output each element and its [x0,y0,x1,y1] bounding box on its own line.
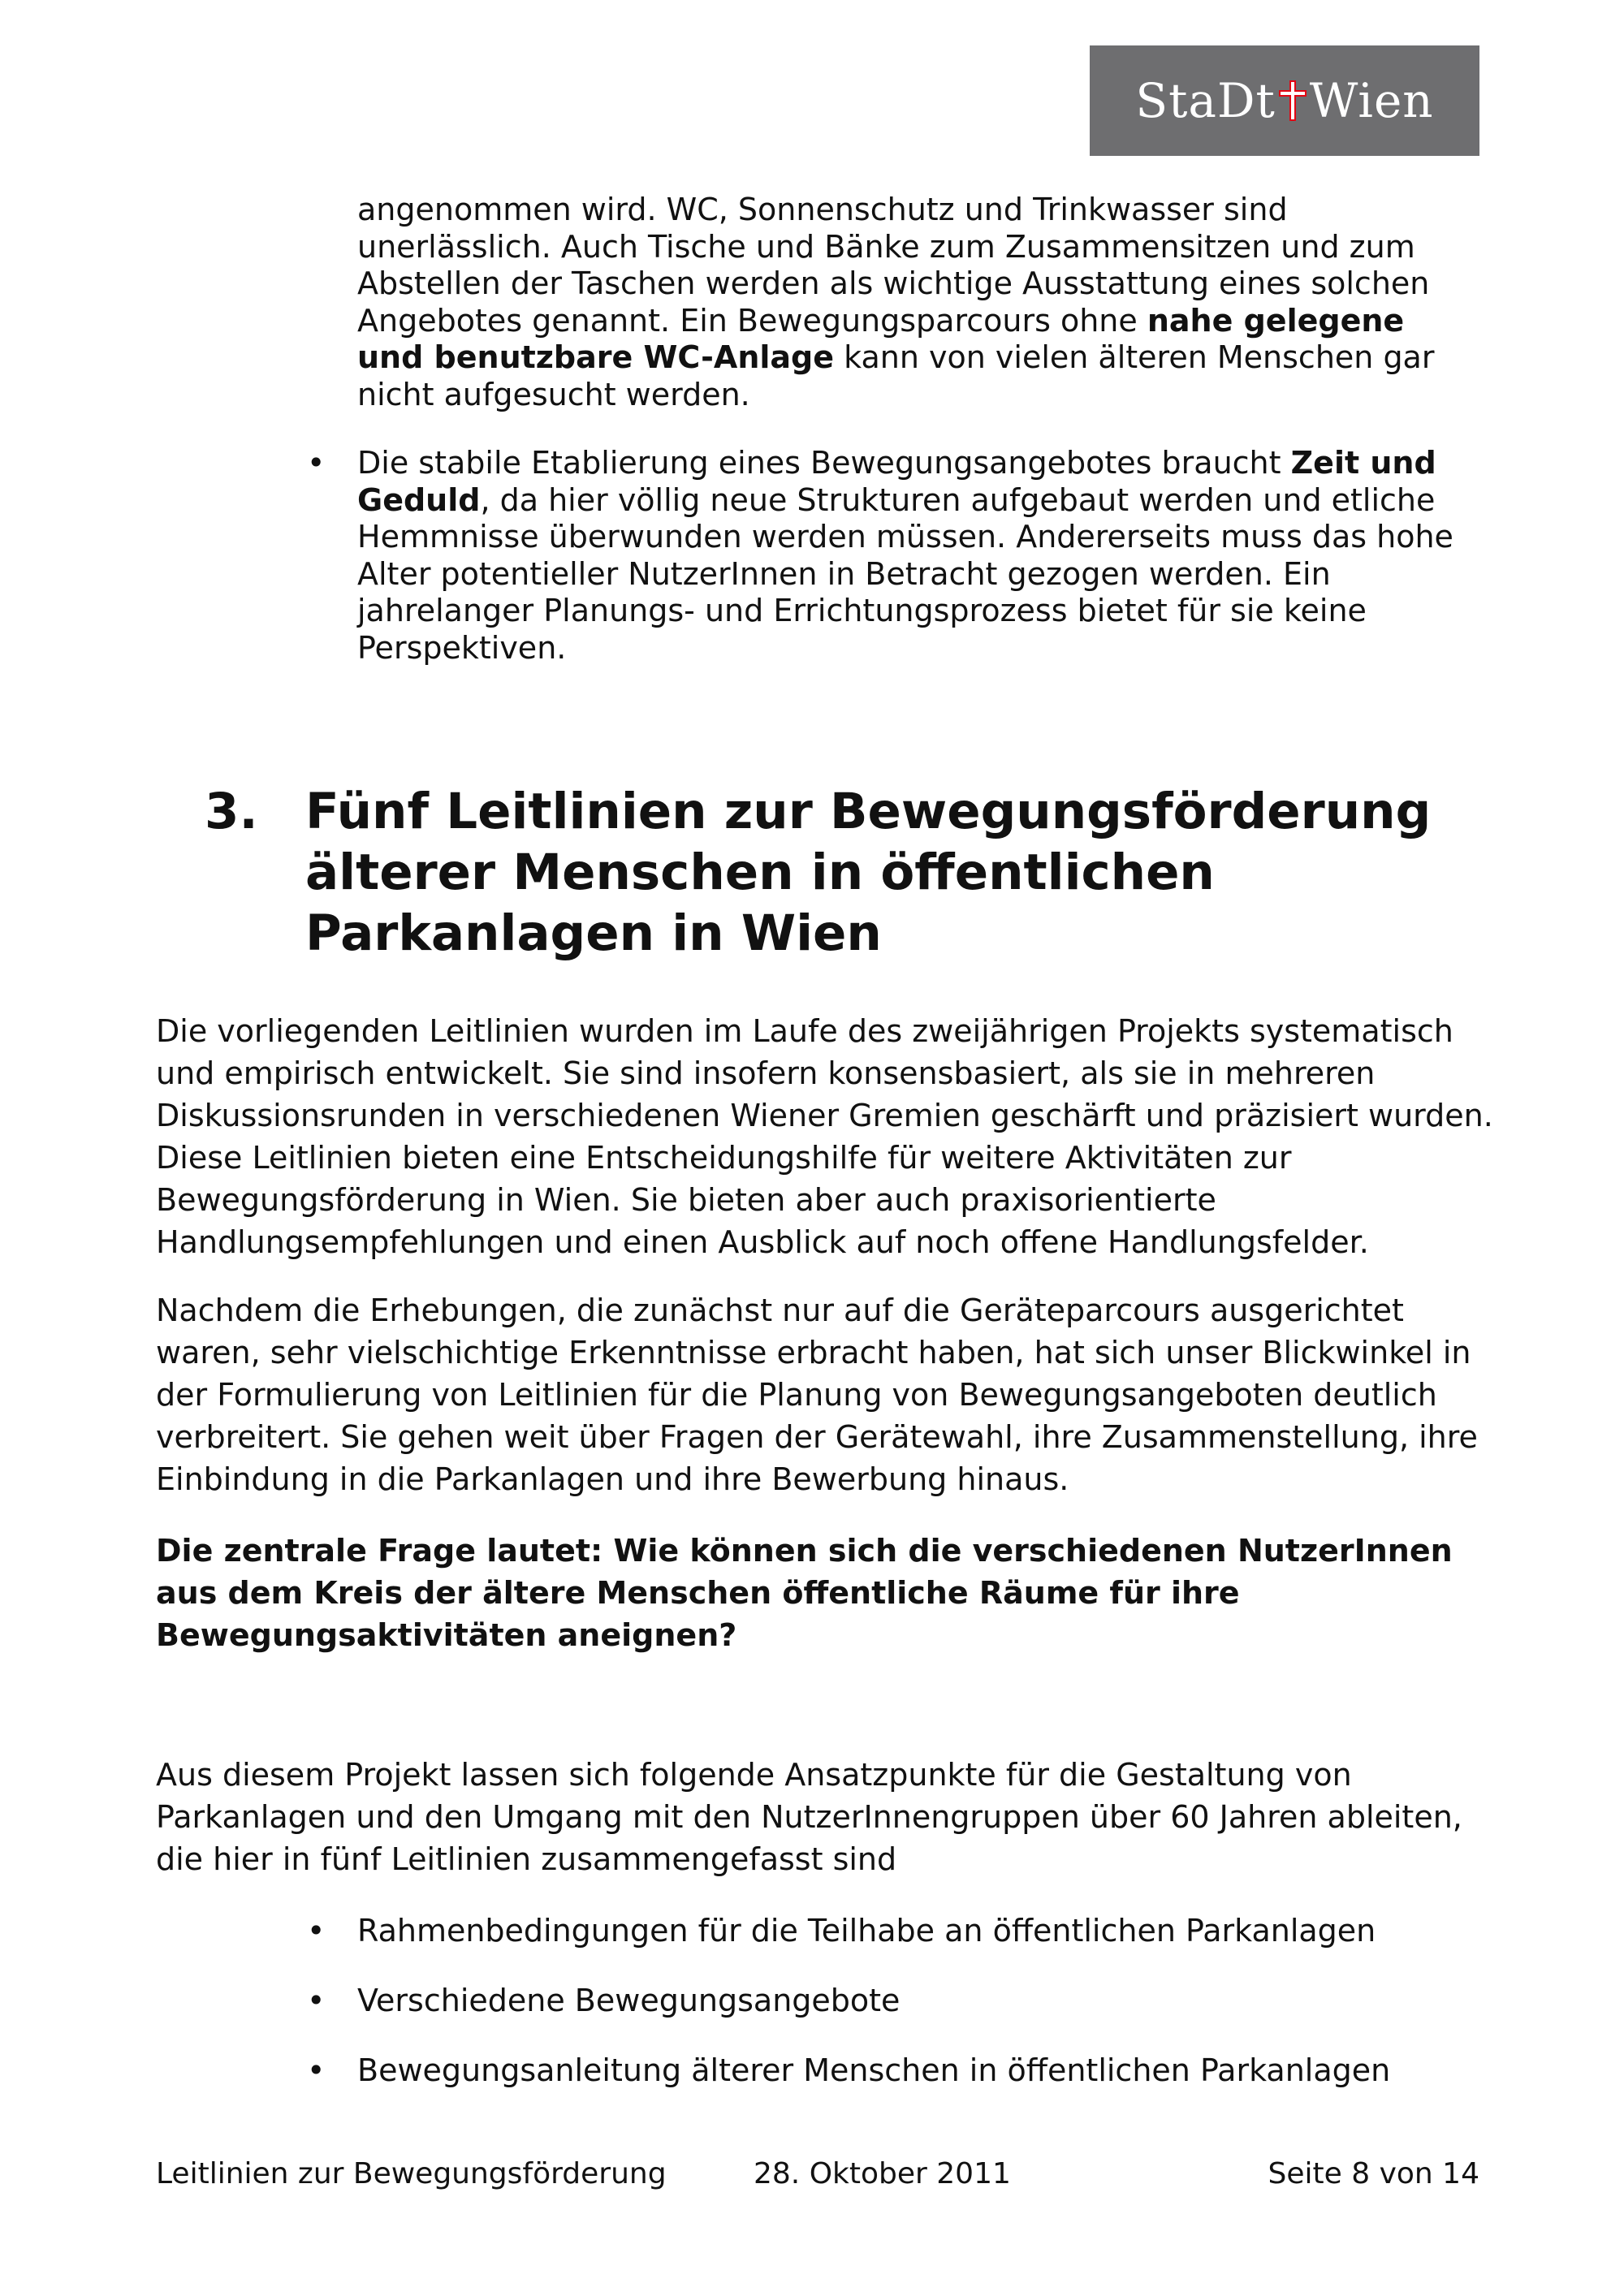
footer-page-number: Seite 8 von 14 [1268,2157,1479,2190]
bullet-text-2: , da hier völlig neue Strukturen aufgebaut werden und etliche Hemmnisse überwunden werden müssen. Andererseits muss das hohe Alter potentieller NutzerInnen in Betracht gezogen werden. Ein jahrelanger Planungs- und Errichtungsprozess bietet für sie keine Perspektiven. [357,481,1453,666]
bullet-item-zeit-geduld [357,445,1478,667]
bullet-text-1: Die stabile Etablierung eines Bewegungsangebotes braucht [357,445,1291,481]
bullet-dot: • [307,445,326,481]
list-item: Rahmenbedingungen für die Teilhabe an öffentlichen Parkanlagen [357,1913,1376,1949]
list-bullet-dot: • [307,2052,326,2088]
continuation-bold: nahe gelegene und benutzbare WC-Anlage [357,302,1405,375]
logo-text-left: StaDt [1135,73,1276,128]
continuation-text-2: kann von vielen älteren Menschen gar nicht aufgesucht werden. [357,339,1435,412]
continuation-text-1: angenommen wird. WC, Sonnenschutz und Trinkwasser sind unerlässlich. Auch Tische und Bänke zum Zusammensitzen und zum Abstellen der Taschen werden als wichtige Ausstattung eines solchen Angebotes genannt. Ein Bewegungsparcours ohne [357,192,1430,339]
footer-date: 28. Oktober 2011 [754,2157,1011,2190]
bullet-bold: Zeit und Geduld [357,445,1436,518]
footer-title: Leitlinien zur Bewegungsförderung [156,2157,667,2190]
paragraph-central-question: Die zentrale Frage lautet: Wie können sich die verschiedenen NutzerInnen aus dem Kreis der ältere Menschen öffentliche Räume für ihre Bewegungsaktivitäten aneignen? [156,1533,1453,1653]
paragraph-1: Die vorliegenden Leitlinien wurden im Laufe des zweijährigen Projekts systematisch und empirisch entwickelt. Sie sind insofern konsensbasiert, als sie in mehreren Diskussionsrunden in verschiedenen Wiener Gremien geschärft und präzisiert wurden. Diese Leitlinien bieten eine Entscheidungshilfe für weitere Aktivitäten zur Bewegungsförderung in Wien. Sie bieten aber auch praxisorientierte Handlungsempfehlungen und einen Ausblick auf noch offene Handlungsfelder. [156,1013,1493,1260]
section-number: 3. [205,783,258,840]
vienna-cross-icon [1279,80,1307,121]
logo-wordmark [1135,73,1433,128]
list-item: Bewegungsanleitung älterer Menschen in öffentlichen Parkanlagen [357,2052,1391,2088]
stadt-wien-logo [1090,45,1479,156]
paragraph-2: Nachdem die Erhebungen, die zunächst nur auf die Geräteparcours ausgerichtet waren, sehr vielschichtige Erkenntnisse erbracht haben, hat sich unser Blickwinkel in der Formulierung von Leitlinien für die Planung von Bewegungsangeboten deutlich verbreitert. Sie gehen weit über Fragen der Gerätewahl, ihre Zusammenstellung, ihre Einbindung in die Parkanlagen und ihre Bewerbung hinaus. [156,1293,1478,1497]
list-item: Verschiedene Bewegungsangebote [357,1983,901,2018]
paragraph-4: Aus diesem Projekt lassen sich folgende Ansatzpunkte für die Gestaltung von Parkanlagen und den Umgang mit den NutzerInnengruppen über 60 Jahren ableiten, die hier in fünf Leitlinien zusammengefasst sind [156,1757,1462,1877]
section-title: Fünf Leitlinien zur Bewegungsförderung älterer Menschen in öffentlichen Parkanlagen in Wien [305,783,1432,962]
list-bullet-dot: • [307,1913,326,1949]
continuation-paragraph [357,192,1478,413]
list-bullet-dot: • [307,1983,326,2018]
logo-text-right: Wien [1309,73,1434,128]
